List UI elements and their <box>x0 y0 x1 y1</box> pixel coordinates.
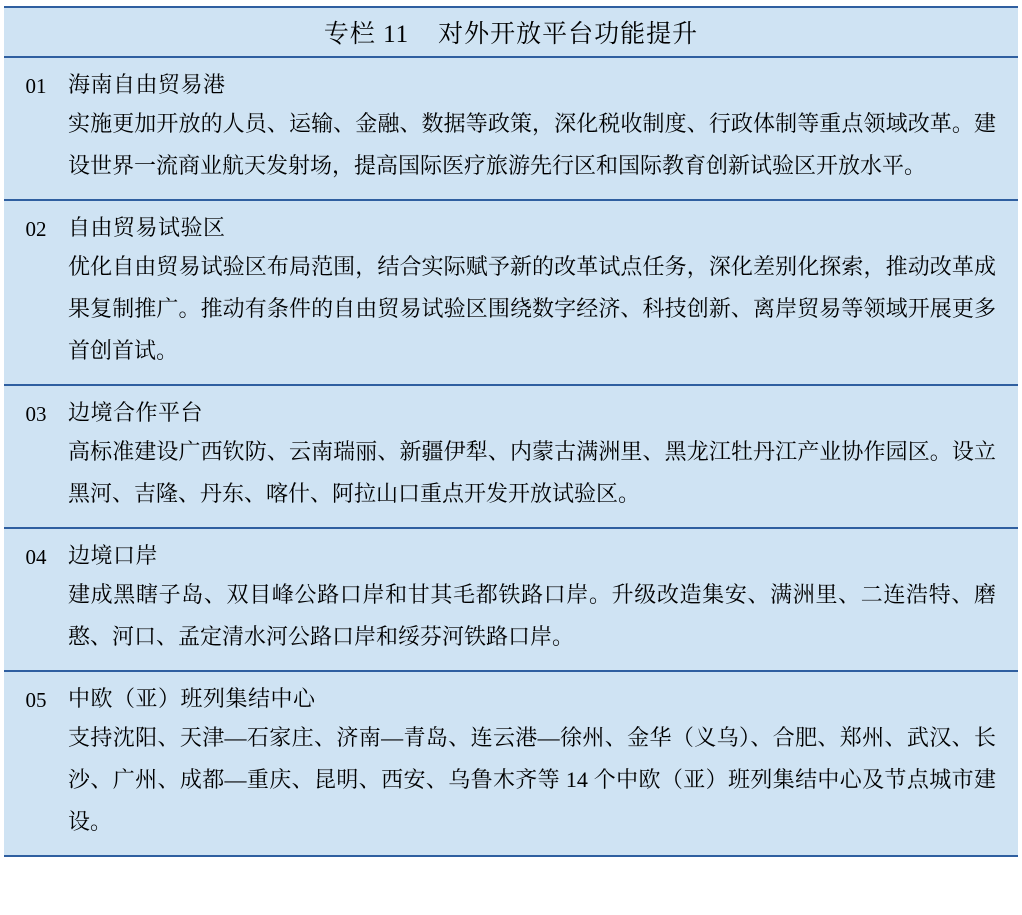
item-number: 03 <box>25 402 47 426</box>
item-content <box>68 67 1018 187</box>
item-body: 实施更加开放的人员、运输、金融、数据等政策，深化税收制度、行政体制等重点领域改革。建设世界一流商业航天发射场，提高国际医疗旅游先行区和国际教育创新试验区开放水平。 <box>68 111 996 178</box>
item-title: 边境口岸 <box>68 543 159 568</box>
item-body: 建成黑瞎子岛、双目峰公路口岸和甘其毛都铁路口岸。升级改造集安、满洲里、二连浩特、磨憨、河口、孟定清水河公路口岸和绥芬河铁路口岸。 <box>68 582 996 649</box>
item-title: 中欧（亚）班列集结中心 <box>68 686 316 711</box>
box-title: 专栏 11 对外开放平台功能提升 <box>323 21 699 48</box>
item-title: 自由贸易试验区 <box>68 215 226 240</box>
list-item <box>4 672 1018 855</box>
item-body: 高标准建设广西钦防、云南瑞丽、新疆伊犁、内蒙古满洲里、黑龙江牡丹江产业协作园区。设立黑河、吉隆、丹东、喀什、阿拉山口重点开发开放试验区。 <box>68 439 996 506</box>
feature-box <box>4 6 1018 857</box>
item-title: 边境合作平台 <box>68 400 204 425</box>
box-title-bar <box>4 8 1018 58</box>
list-item <box>4 58 1018 201</box>
item-content <box>68 681 1018 843</box>
item-number: 04 <box>25 545 47 569</box>
list-item <box>4 201 1018 386</box>
item-title: 海南自由贸易港 <box>68 72 226 97</box>
item-body: 优化自由贸易试验区布局范围，结合实际赋予新的改革试点任务，深化差别化探索，推动改革成果复制推广。推动有条件的自由贸易试验区围绕数字经济、科技创新、离岸贸易等领域开展更多首创首试。 <box>68 254 996 363</box>
item-content <box>68 210 1018 372</box>
list-item <box>4 386 1018 529</box>
list-item <box>4 529 1018 672</box>
item-body: 支持沈阳、天津—石家庄、济南—青岛、连云港—徐州、金华（义乌）、合肥、郑州、武汉、长沙、广州、成都—重庆、昆明、西安、乌鲁木齐等 14 个中欧（亚）班列集结中心及节点城市建设。 <box>68 725 996 834</box>
item-number: 01 <box>25 74 47 98</box>
item-number: 02 <box>25 217 47 241</box>
item-content <box>68 538 1018 658</box>
item-number: 05 <box>25 688 47 712</box>
item-content <box>68 395 1018 515</box>
